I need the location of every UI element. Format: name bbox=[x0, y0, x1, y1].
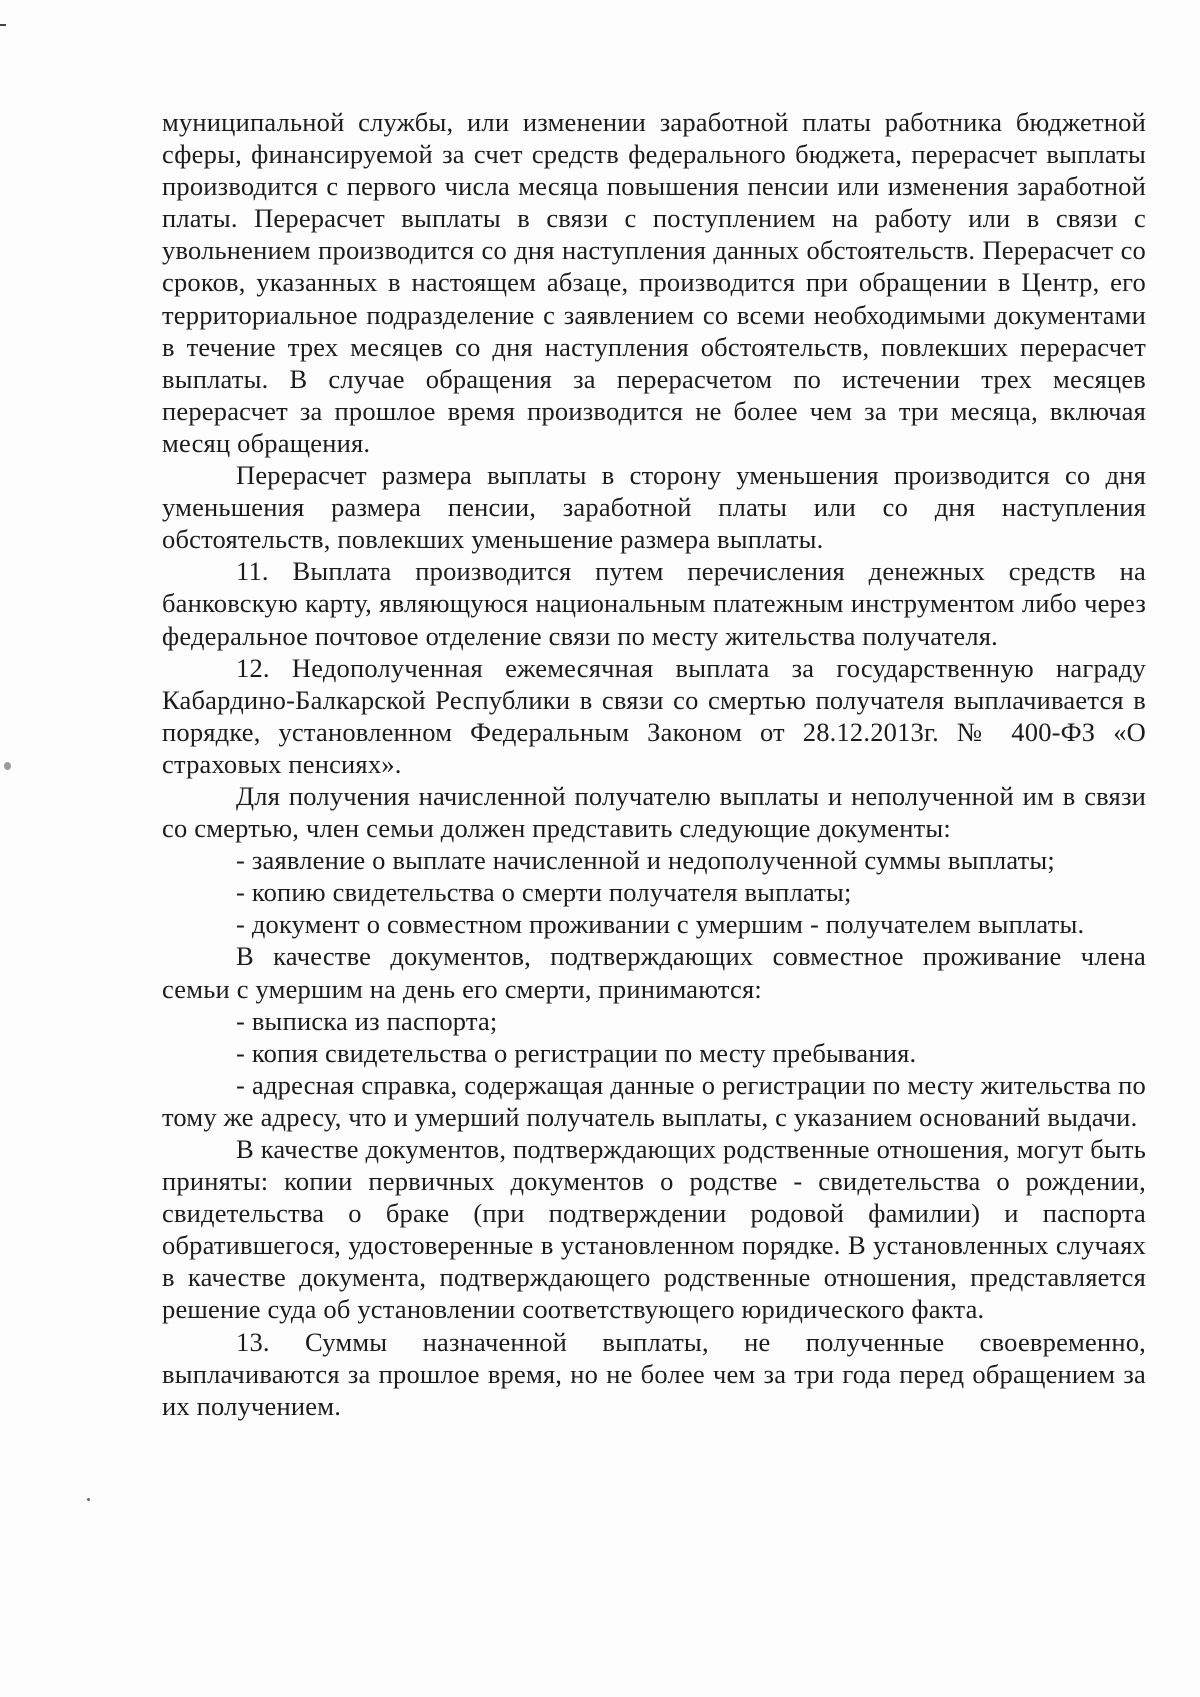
list-item: - заявление о выплате начисленной и недополученной суммы выплаты; bbox=[236, 845, 1055, 876]
list-item: - выписка из паспорта; bbox=[236, 1005, 498, 1036]
list-item: - документ о совместном проживании с умершим - получателем выплаты. bbox=[236, 909, 1085, 940]
paragraph: В качестве документов, подтверждающих родственные отношения, могут быть приняты: копии первичных документов о родстве - свидетельства о рождении, свидетельства о браке (при подтверждении родовой фамилии) и паспорта обратившегося, удостоверенные в установленном порядке. В установленных случаях в качестве документа, подтверждающего родственные отношения, представляется решение суда об установлении соответствующего юридического факта. bbox=[162, 1134, 1146, 1325]
paragraph: муниципальной службы, или изменении заработной платы работника бюджетной сферы, финансируемой за счет средств федерального бюджета, перерасчет выплаты производится с первого числа месяца повышения пенсии или изменения заработной платы. Перерасчет выплаты в связи с поступлением на работу или в связи с увольнением производится со дня наступления данных обстоятельств. Перерасчет со сроков, указанных в настоящем абзаце, производится при обращении в Центр, его территориальное подразделение с заявлением со всеми необходимыми документами в течение трех месяцев со дня наступления обстоятельств, повлекших перерасчет выплаты. В случае обращения за перерасчетом по истечении трех месяцев перерасчет за прошлое время производится не более чем за три месяца, включая месяц обращения. bbox=[162, 107, 1146, 458]
list-item: - копия свидетельства о регистрации по месту пребывания. bbox=[236, 1037, 917, 1068]
scan-corner-mark bbox=[0, 24, 6, 26]
document-body bbox=[162, 106, 1146, 1422]
paragraph-item-13: 13. Суммы назначенной выплаты, не полученные своевременно, выплачиваются за прошлое время, но не более чем за три года перед обращением за их получением. bbox=[162, 1326, 1146, 1421]
list-item: - копию свидетельства о смерти получателя выплаты; bbox=[236, 877, 852, 908]
list-item: - адресная справка, содержащая данные о регистрации по месту жительства по тому же адресу, что и умерший получатель выплаты, с указанием оснований выдачи. bbox=[162, 1069, 1146, 1132]
paragraph: Для получения начисленной получателю выплаты и неполученной им в связи со смертью, член семьи должен представить следующие документы: bbox=[162, 780, 1146, 844]
paragraph: Перерасчет размера выплаты в сторону уменьшения производится со дня уменьшения размера пенсии, заработной платы или со дня наступления обстоятельств, повлекших уменьшение размера выплаты. bbox=[162, 460, 1146, 555]
paragraph: В качестве документов, подтверждающих совместное проживание члена семьи с умершим на день его смерти, принимаются: bbox=[162, 941, 1146, 1004]
scan-speck bbox=[4, 762, 11, 770]
paragraph-item-11: 11. Выплата производится путем перечисления денежных средств на банковскую карту, являющуюся национальным платежным инструментом либо через федеральное почтовое отделение связи по месту жительства получателя. bbox=[162, 556, 1146, 651]
scan-speck bbox=[87, 1498, 90, 1501]
paragraph-item-12: 12. Недополученная ежемесячная выплата за государственную награду Кабардино-Балкарской Республики в связи со смертью получателя выплачивается в порядке, установленном Федеральным Законом от 28.12.2013г. № 400-ФЗ «О страховых пенсиях». bbox=[162, 652, 1146, 779]
